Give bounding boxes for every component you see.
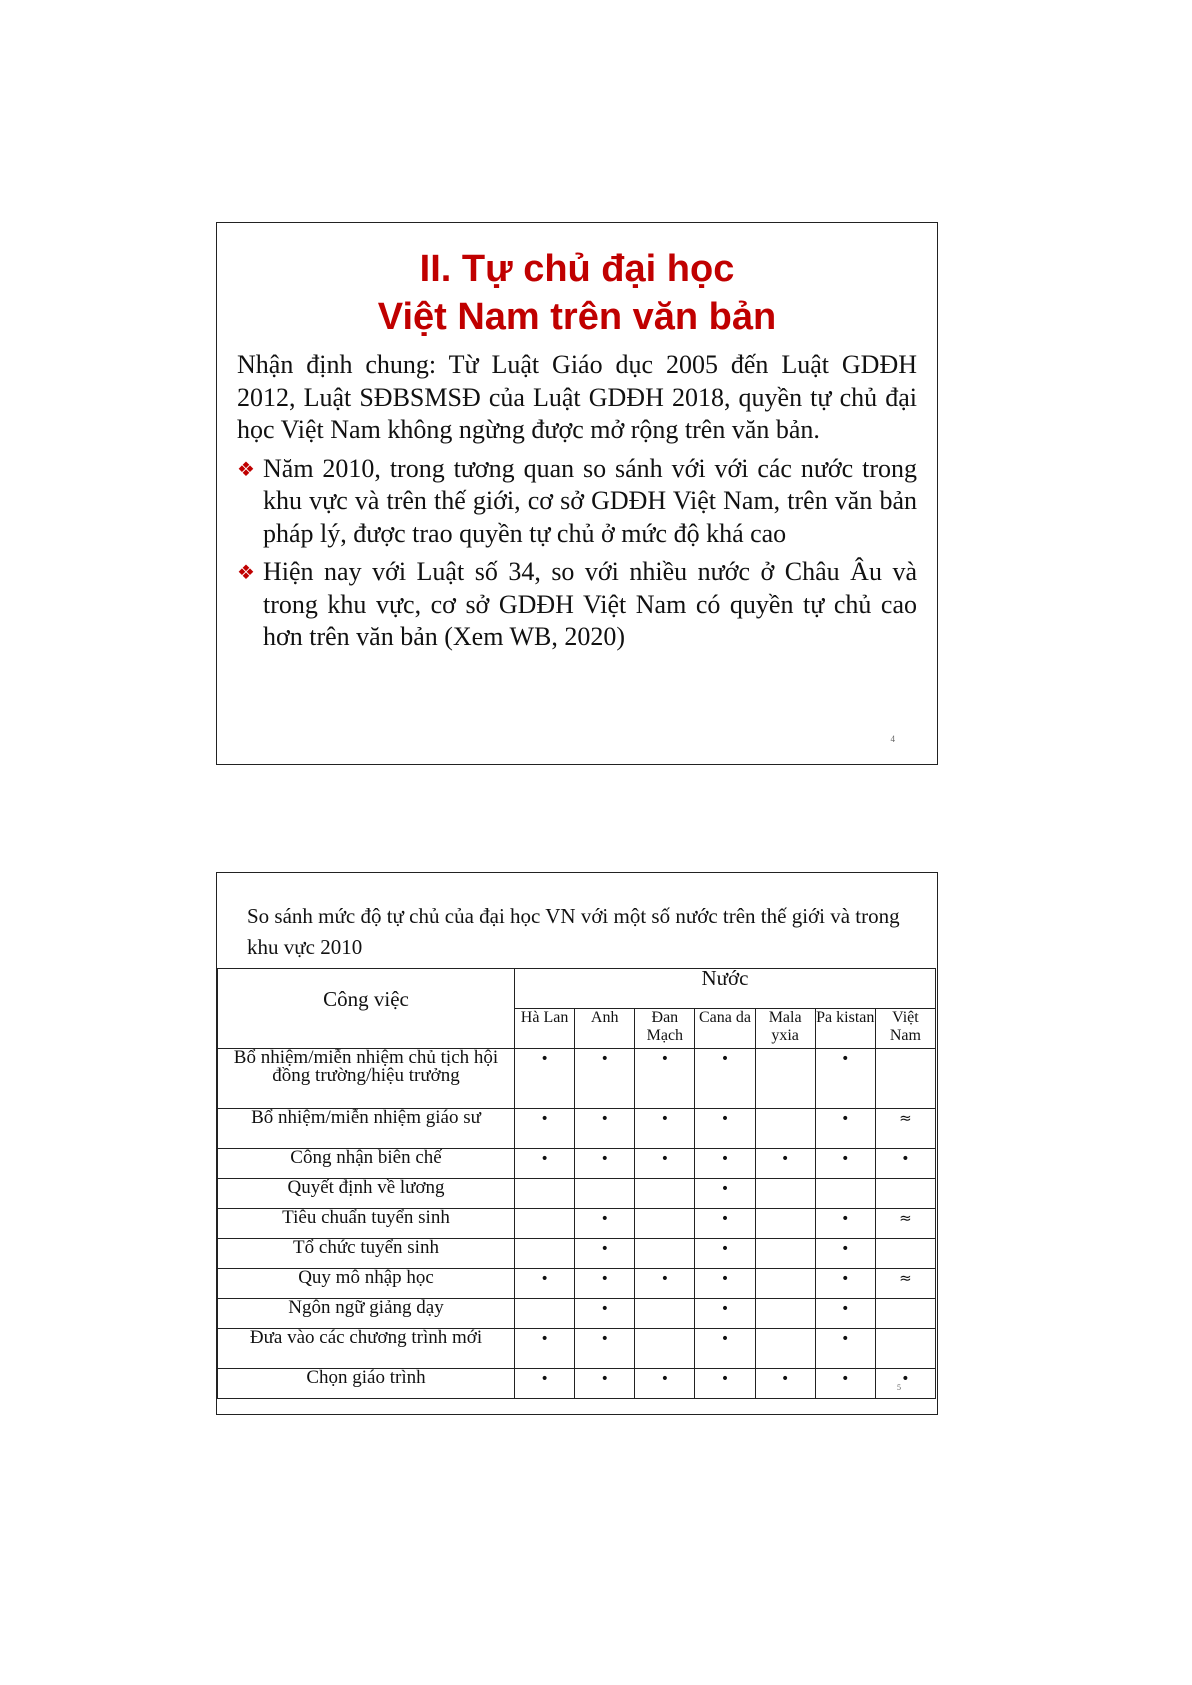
table-row — [218, 1329, 936, 1369]
dot-mark: • — [600, 1241, 609, 1257]
dot-mark: • — [540, 1051, 549, 1067]
dot-mark: • — [600, 1371, 609, 1387]
dot-mark: • — [540, 1271, 549, 1287]
slide-title — [217, 245, 937, 341]
table-row — [218, 1239, 936, 1269]
mark-cell — [575, 1109, 635, 1149]
intro-paragraph: Nhận định chung: Từ Luật Giáo dục 2005 đến Luật GDĐH 2012, Luật SĐBSMSĐ của Luật GDĐH 2018, quyền tự chủ đại học Việt Nam không ngừng được mở rộng trên văn bản. — [237, 350, 917, 444]
mark-cell — [575, 1269, 635, 1299]
table-row — [218, 1299, 936, 1329]
mark-cell — [635, 1239, 695, 1269]
dot-mark: • — [540, 1151, 549, 1167]
task-cell: Bổ nhiệm/miễn nhiệm chủ tịch hội đồng trường/hiệu trưởng — [218, 1049, 515, 1109]
dot-mark: • — [600, 1111, 609, 1127]
mark-cell — [755, 1149, 815, 1179]
mark-cell — [575, 1329, 635, 1369]
dot-mark: • — [660, 1051, 669, 1067]
mark-cell — [695, 1269, 755, 1299]
task-cell: Bổ nhiệm/miễn nhiệm giáo sư — [218, 1109, 515, 1149]
country-header-cell: Việt Nam — [875, 1009, 935, 1049]
mark-cell — [635, 1329, 695, 1369]
mark-cell — [575, 1299, 635, 1329]
bullet-text: Hiện nay với Luật số 34, so với nhiều nước ở Châu Âu và trong khu vực, cơ sở GDĐH Việt Nam có quyền tự chủ cao hơn trên văn bản (Xem WB, 2020) — [263, 557, 917, 651]
mark-cell — [515, 1329, 575, 1369]
mark-cell — [755, 1209, 815, 1239]
mark-cell — [815, 1179, 875, 1209]
dot-mark: • — [600, 1301, 609, 1317]
dot-mark: • — [720, 1211, 730, 1227]
mark-cell — [875, 1209, 935, 1239]
mark-cell — [575, 1149, 635, 1179]
dot-mark: • — [660, 1371, 669, 1387]
mark-cell — [755, 1269, 815, 1299]
mark-cell — [515, 1109, 575, 1149]
mark-cell — [815, 1109, 875, 1149]
dot-mark: • — [720, 1051, 730, 1067]
mark-cell — [635, 1209, 695, 1239]
table-row — [218, 1209, 936, 1239]
mark-cell — [815, 1149, 875, 1179]
task-cell: Tổ chức tuyển sinh — [218, 1239, 515, 1269]
mark-cell — [635, 1179, 695, 1209]
dot-mark: • — [720, 1111, 730, 1127]
mark-cell — [575, 1239, 635, 1269]
mark-cell — [635, 1049, 695, 1109]
dot-mark: • — [841, 1111, 850, 1127]
dot-mark: • — [841, 1331, 850, 1347]
dot-mark: • — [540, 1331, 549, 1347]
diamond-bullet-icon: ❖ — [237, 456, 255, 481]
mark-cell — [755, 1049, 815, 1109]
country-header-cell: Cana da — [695, 1009, 755, 1049]
mark-cell — [515, 1179, 575, 1209]
dot-mark: • — [660, 1151, 669, 1167]
mark-cell — [755, 1109, 815, 1149]
dot-mark: • — [720, 1241, 730, 1257]
dot-mark: • — [720, 1331, 730, 1347]
dot-mark: • — [600, 1151, 609, 1167]
country-column-header: Nước — [515, 969, 936, 1009]
dot-mark: • — [600, 1211, 609, 1227]
bullet-item-law34 — [237, 556, 917, 654]
task-cell: Quy mô nhập học — [218, 1269, 515, 1299]
mark-cell — [875, 1109, 935, 1149]
slide-autonomy-text — [216, 222, 938, 765]
dot-mark: • — [901, 1151, 910, 1167]
mark-cell — [755, 1179, 815, 1209]
table-row — [218, 1149, 936, 1179]
task-cell: Tiêu chuẩn tuyển sinh — [218, 1209, 515, 1239]
slide-comparison-table — [216, 872, 938, 1415]
mark-cell — [575, 1209, 635, 1239]
dot-mark: • — [720, 1271, 730, 1287]
mark-cell — [695, 1049, 755, 1109]
task-cell: Ngôn ngữ giảng dạy — [218, 1299, 515, 1329]
slide-page-number: 5 — [897, 1383, 901, 1392]
dot-mark: • — [841, 1271, 850, 1287]
approx-mark: ≈ — [899, 1109, 912, 1127]
task-cell: Đưa vào các chương trình mới — [218, 1329, 515, 1369]
task-cell: Công nhận biên chế — [218, 1149, 515, 1179]
dot-mark: • — [540, 1111, 549, 1127]
mark-cell — [695, 1239, 755, 1269]
slide-page-number: 4 — [890, 734, 895, 744]
mark-cell — [515, 1049, 575, 1109]
dot-mark: • — [841, 1051, 850, 1067]
dot-mark: • — [720, 1181, 730, 1197]
dot-mark: • — [781, 1151, 790, 1167]
dot-mark: • — [841, 1151, 850, 1167]
mark-cell — [875, 1329, 935, 1369]
task-cell: Chọn giáo trình — [218, 1369, 515, 1399]
task-cell: Quyết định về lương — [218, 1179, 515, 1209]
mark-cell — [815, 1049, 875, 1109]
dot-mark: • — [720, 1371, 730, 1387]
country-header-cell: Đan Mạch — [635, 1009, 695, 1049]
dot-mark: • — [600, 1051, 609, 1067]
table-row — [218, 1369, 936, 1399]
mark-cell — [815, 1369, 875, 1399]
table-caption: So sánh mức độ tự chủ của đại học VN với một số nước trên thế giới và trong khu vực 2010 — [247, 904, 900, 959]
mark-cell — [695, 1109, 755, 1149]
mark-cell — [815, 1299, 875, 1329]
mark-cell — [515, 1299, 575, 1329]
mark-cell — [575, 1049, 635, 1109]
comparison-table — [217, 968, 936, 1399]
table-row — [218, 1049, 936, 1109]
mark-cell — [875, 1049, 935, 1109]
mark-cell — [875, 1179, 935, 1209]
dot-mark: • — [720, 1301, 730, 1317]
slide-title-line1: II. Tự chủ đại học — [419, 248, 735, 290]
table-row — [218, 1109, 936, 1149]
mark-cell — [515, 1369, 575, 1399]
mark-cell — [755, 1239, 815, 1269]
mark-cell — [635, 1269, 695, 1299]
table-row — [218, 1179, 936, 1209]
mark-cell — [695, 1179, 755, 1209]
dot-mark: • — [901, 1371, 910, 1387]
mark-cell — [575, 1369, 635, 1399]
mark-cell — [755, 1329, 815, 1369]
mark-cell — [815, 1209, 875, 1239]
mark-cell — [635, 1299, 695, 1329]
dot-mark: • — [540, 1371, 549, 1387]
mark-cell — [695, 1369, 755, 1399]
mark-cell — [875, 1369, 935, 1399]
country-header-cell: Anh — [575, 1009, 635, 1049]
dot-mark: • — [841, 1241, 850, 1257]
mark-cell — [815, 1269, 875, 1299]
country-header-cell: Mala yxia — [755, 1009, 815, 1049]
dot-mark: • — [841, 1301, 850, 1317]
dot-mark: • — [600, 1331, 609, 1347]
dot-mark: • — [600, 1271, 609, 1287]
table-row — [218, 1269, 936, 1299]
mark-cell — [875, 1299, 935, 1329]
mark-cell — [875, 1149, 935, 1179]
bullet-item-2010 — [237, 453, 917, 551]
diamond-bullet-icon: ❖ — [237, 560, 255, 584]
mark-cell — [875, 1269, 935, 1299]
slide-body — [237, 349, 917, 660]
dot-mark: • — [660, 1271, 669, 1287]
approx-mark: ≈ — [899, 1269, 912, 1287]
dot-mark: • — [660, 1111, 669, 1127]
mark-cell — [575, 1179, 635, 1209]
mark-cell — [695, 1299, 755, 1329]
mark-cell — [695, 1209, 755, 1239]
dot-mark: • — [841, 1371, 850, 1387]
task-column-header: Công việc — [218, 969, 515, 1049]
dot-mark: • — [720, 1151, 730, 1167]
mark-cell — [815, 1329, 875, 1369]
mark-cell — [635, 1369, 695, 1399]
country-header-cell: Hà Lan — [515, 1009, 575, 1049]
mark-cell — [635, 1109, 695, 1149]
dot-mark: • — [841, 1211, 850, 1227]
approx-mark: ≈ — [899, 1209, 912, 1227]
mark-cell — [515, 1149, 575, 1179]
mark-cell — [515, 1209, 575, 1239]
dot-mark: • — [781, 1371, 790, 1387]
mark-cell — [755, 1369, 815, 1399]
mark-cell — [515, 1269, 575, 1299]
slide-title-line2: Việt Nam trên văn bản — [377, 296, 777, 338]
mark-cell — [815, 1239, 875, 1269]
mark-cell — [875, 1239, 935, 1269]
mark-cell — [695, 1329, 755, 1369]
mark-cell — [695, 1149, 755, 1179]
mark-cell — [635, 1149, 695, 1179]
country-header-cell: Pa kistan — [815, 1009, 875, 1049]
bullet-text: Năm 2010, trong tương quan so sánh với với các nước trong khu vực và trên thế giới, cơ sở GDĐH Việt Nam, trên văn bản pháp lý, được trao quyền tự chủ ở mức độ khá cao — [263, 453, 917, 548]
mark-cell — [515, 1239, 575, 1269]
mark-cell — [755, 1299, 815, 1329]
